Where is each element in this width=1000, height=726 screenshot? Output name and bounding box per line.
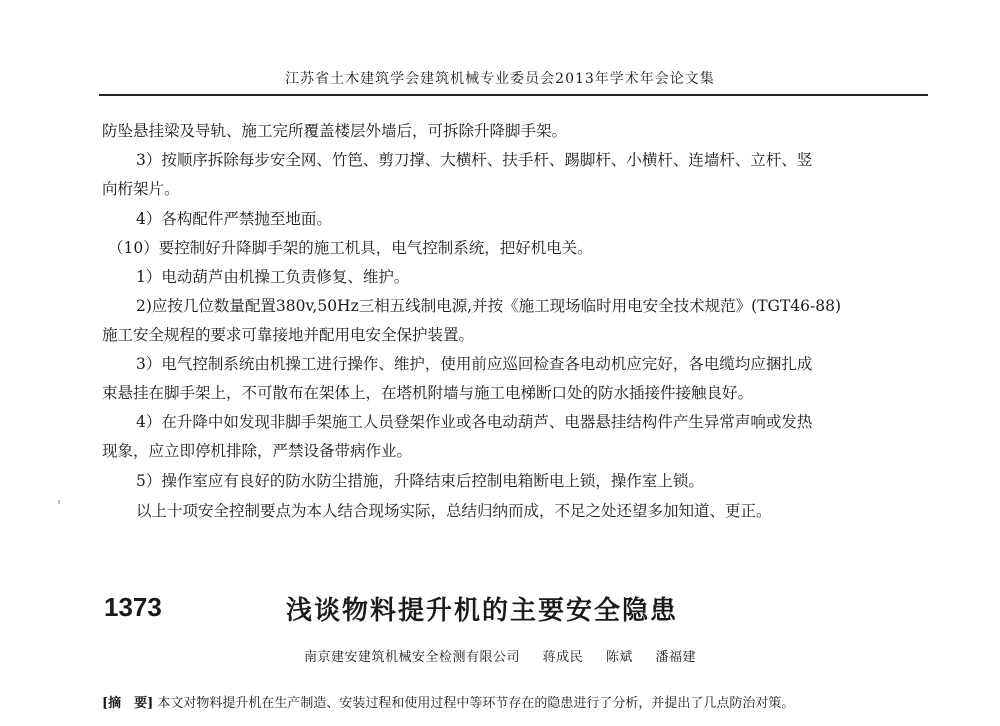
abstract-label: [摘 要] <box>102 696 154 711</box>
body-line: 束悬挂在脚手架上，不可散布在架体上，在塔机附墙与施工电梯断口处的防水插接件接触良好。 <box>102 384 754 402</box>
body-line: 现象，应立即停机排除，严禁设备带病作业。 <box>102 442 413 460</box>
author-name: 陈斌 <box>605 650 633 665</box>
body-line: 向桁架片。 <box>102 180 180 198</box>
author-line <box>0 646 1000 665</box>
body-line: 施工安全规程的要求可靠接地并配用电安全保护装置。 <box>102 326 475 344</box>
paper-number: 1373 <box>104 592 162 622</box>
header-divider <box>99 94 928 96</box>
body-line: 以上十项安全控制要点为本人结合现场实际，总结归纳而成，不足之处还望多加知道、更正。 <box>136 502 772 520</box>
body-line: （10）要控制好升降脚手架的施工机具，电气控制系统，把好机电关。 <box>108 239 593 257</box>
paper-title: 浅谈物料提升机的主要安全隐患 <box>286 596 679 626</box>
affiliation: 南京建安建筑机械安全检测有限公司 <box>304 650 521 665</box>
abstract <box>102 692 794 711</box>
abstract-text: 本文对物料提升机在生产制造、安装过程和使用过程中等环节存在的隐患进行了分析，并提出了几点防治对策。 <box>157 696 795 711</box>
body-line: 4）各构配件严禁抛至地面。 <box>136 210 332 228</box>
body-line: 防坠悬挂梁及导轨、施工完所覆盖楼层外墙后，可拆除升降脚手架。 <box>102 122 568 140</box>
body-line: 2)应按几位数量配置380v,50Hz三相五线制电源,并按《施工现场临时用电安全技术规范》(TGT46-88) <box>136 297 842 315</box>
body-line: 1）电动葫芦由机操工负责修复、维护。 <box>136 268 410 286</box>
body-line: 5）操作室应有良好的防水防尘措施，升降结束后控制电箱断电上锁，操作室上锁。 <box>136 472 704 490</box>
body-line: 3）按顺序拆除每步安全网、竹笆、剪刀撑、大横杆、扶手杆、踢脚杆、小横杆、连墙杆、立杆、竖 <box>136 151 813 169</box>
scan-speck <box>58 500 60 504</box>
body-line: 3）电气控制系统由机操工进行操作、维护，使用前应巡回检查各电动机应完好，各电缆均应捆扎成 <box>136 355 813 373</box>
body-line: 4）在升降中如发现非脚手架施工人员登架作业或各电动葫芦、电器悬挂结构件产生异常声响或发热 <box>136 413 813 431</box>
author-name: 蒋成民 <box>542 650 584 665</box>
running-header: 江苏省土木建筑学会建筑机械专业委员会2013年学术年会论文集 <box>285 71 715 87</box>
author-name: 潘福建 <box>655 650 696 665</box>
